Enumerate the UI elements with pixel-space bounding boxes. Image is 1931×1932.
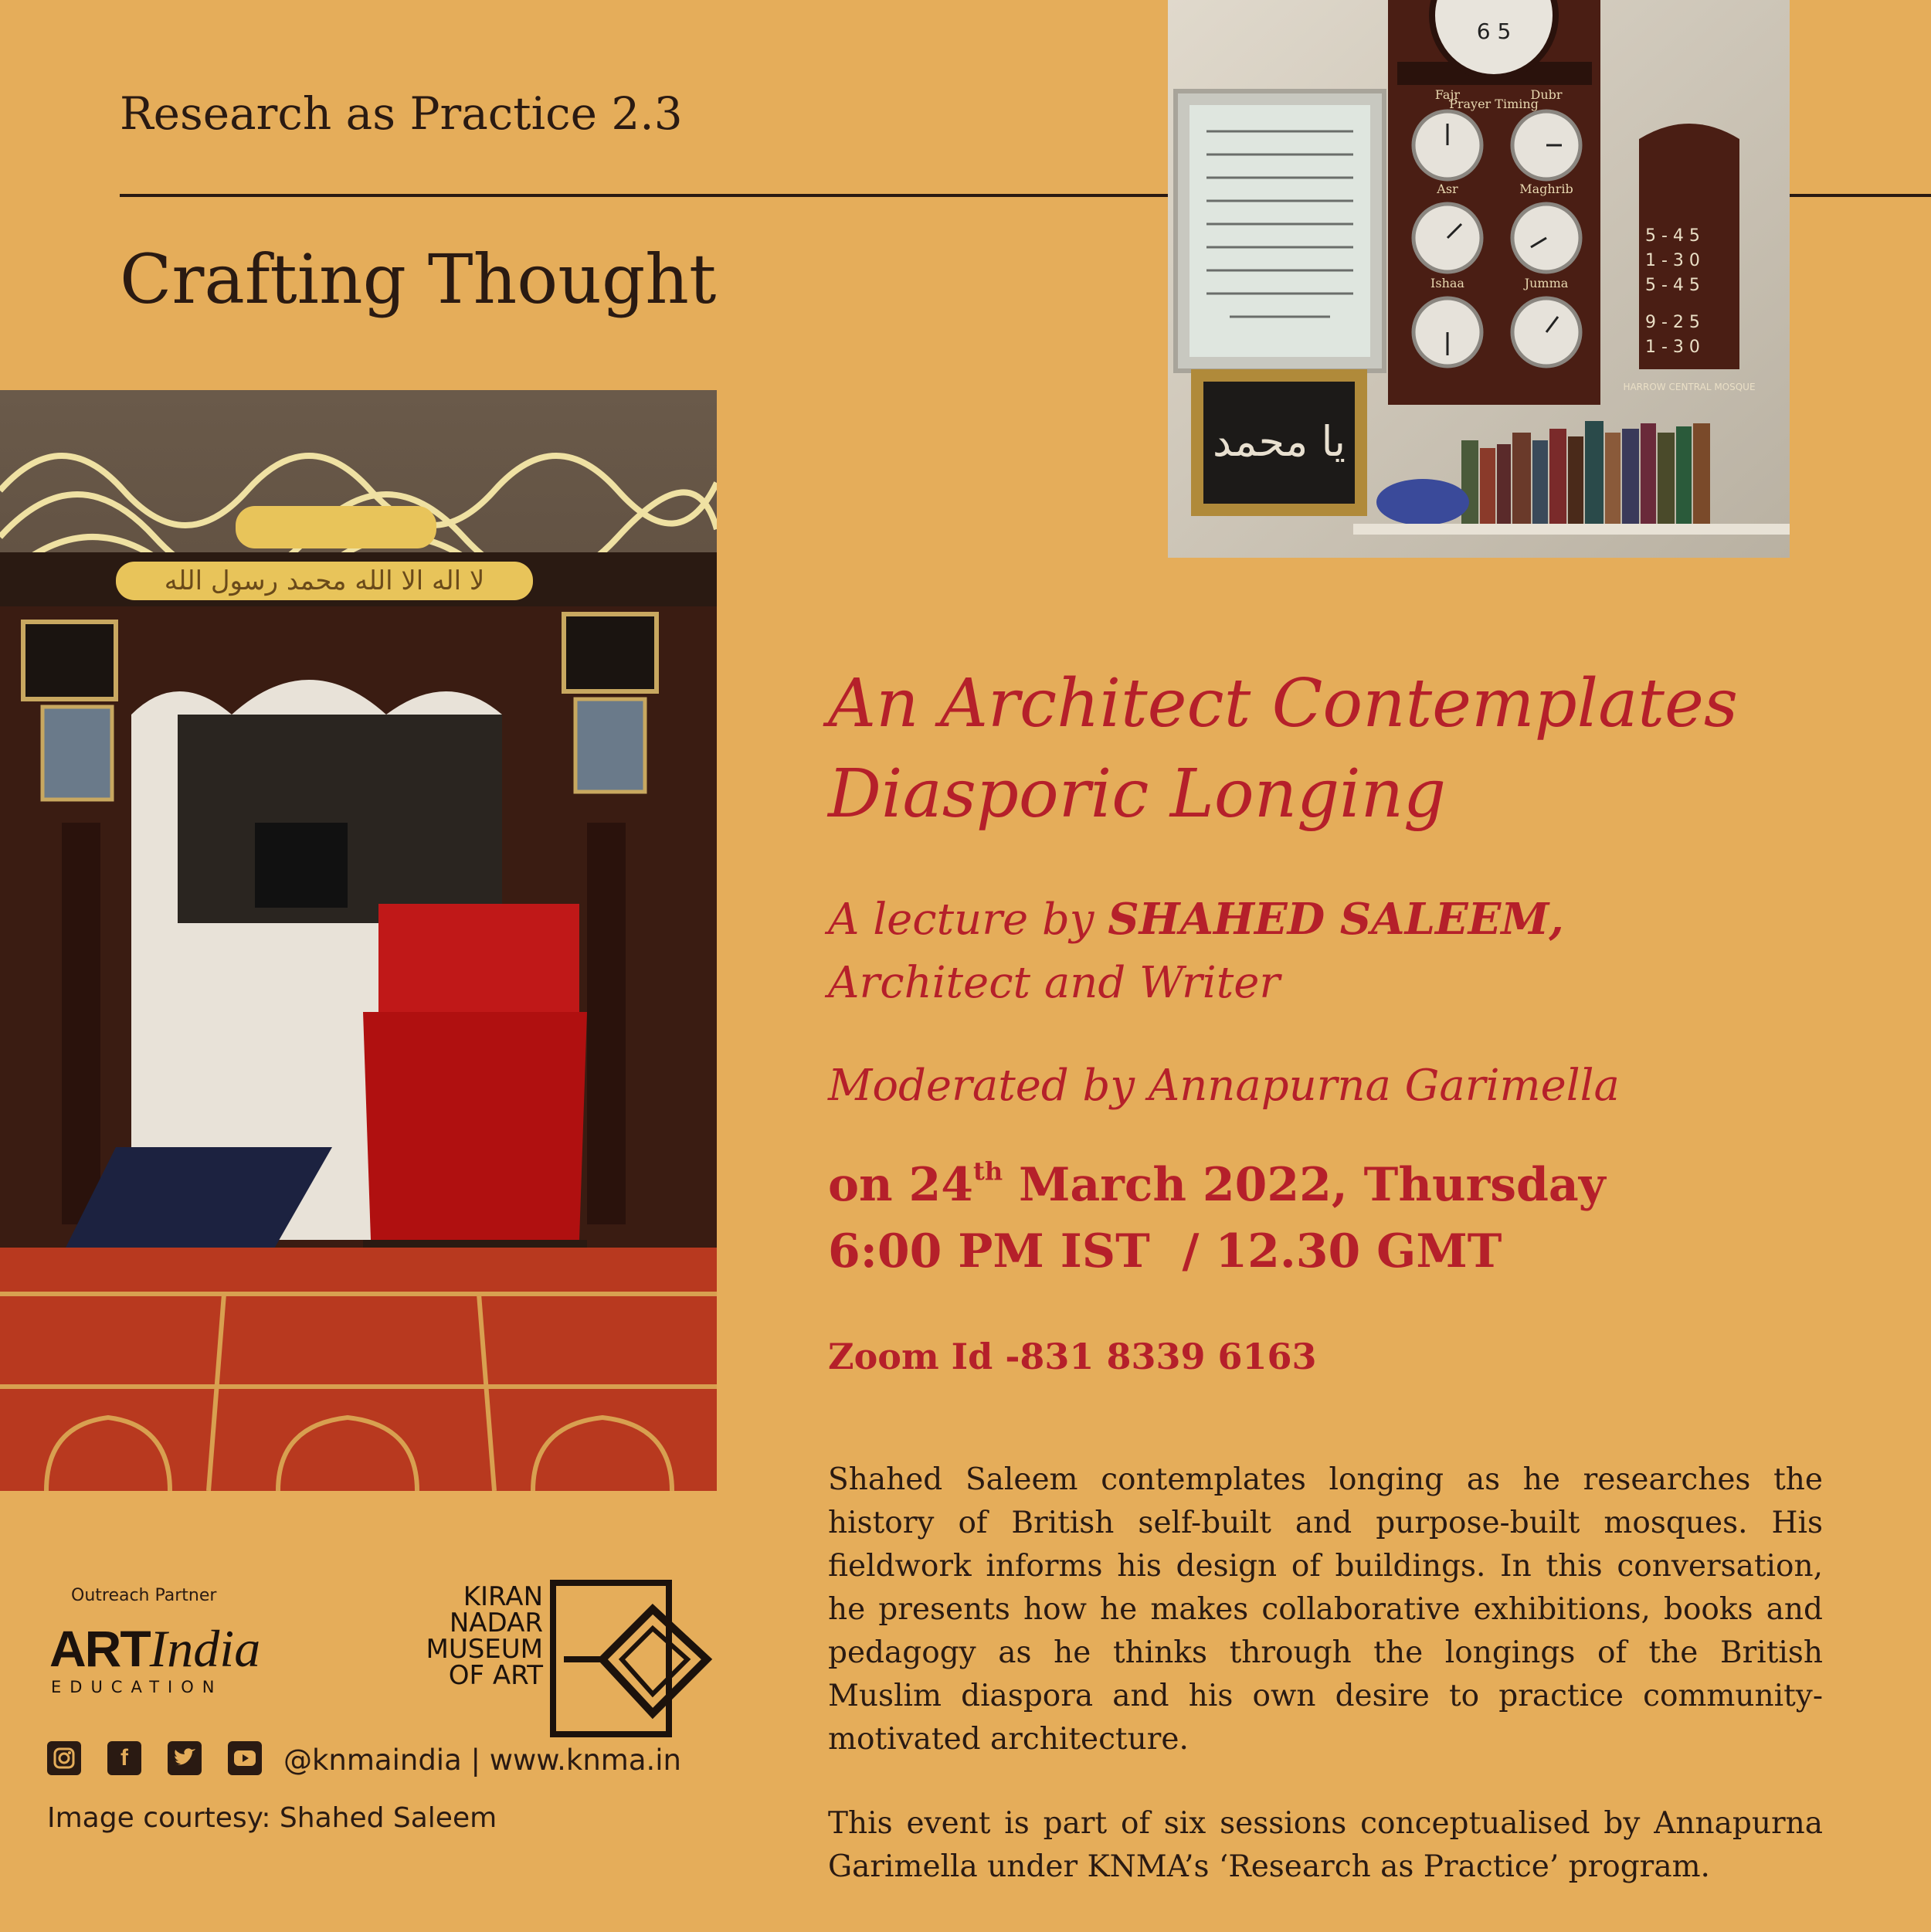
- instagram-icon[interactable]: [47, 1741, 81, 1775]
- youtube-icon[interactable]: [228, 1741, 262, 1775]
- clock-label-dubr: Dubr: [1530, 87, 1563, 102]
- svg-text:6 5: 6 5: [1476, 19, 1512, 44]
- knma-line: NADAR: [449, 1608, 543, 1638]
- board-time-3: 5 - 4 5: [1645, 276, 1700, 295]
- artindia-logo-india: India: [149, 1619, 261, 1678]
- zoom-id: Zoom Id -831 8339 6163: [828, 1336, 1317, 1377]
- page-subtitle: Crafting Thought: [120, 239, 717, 319]
- knma-line: OF ART: [448, 1660, 543, 1691]
- moderator: Moderated by Annapurna Garimella: [828, 1061, 1620, 1111]
- knma-line: KIRAN: [463, 1581, 543, 1612]
- event-description: [828, 1458, 1823, 1889]
- speaker-name: SHAHED SALEEM,: [1108, 894, 1564, 945]
- board-time-1: 5 - 4 5: [1645, 226, 1700, 246]
- clock-label-ishaa: Ishaa: [1430, 276, 1464, 290]
- lecture-by: [828, 894, 1564, 945]
- photo-mosque-mihrab: [0, 390, 717, 1491]
- svg-text:لا اله الا الله محمد رسول الله: لا اله الا الله محمد رسول الله: [164, 565, 485, 596]
- artindia-logo-art: ART: [49, 1620, 150, 1677]
- artindia-education: EDUCATION: [51, 1678, 223, 1696]
- twitter-icon[interactable]: [168, 1741, 202, 1775]
- header-divider-right: [1790, 194, 1931, 197]
- social-handle-and-website[interactable]: @knmaindia | www.knma.in: [283, 1744, 681, 1777]
- date-ordinal: th: [973, 1156, 1003, 1186]
- event-time: 6:00 PM IST / 12.30 GMT: [828, 1224, 1502, 1278]
- image-courtesy: Image courtesy: Shahed Saleem: [47, 1802, 497, 1834]
- description-paragraph: This event is part of six sessions conceptualised by Annapurna Garimella under KNMA’s ‘Research as Practice’ program.: [828, 1806, 1823, 1884]
- event-title-line1: An Architect Contemplates: [828, 665, 1739, 742]
- header-divider: [120, 194, 1170, 197]
- mosque-sign: HARROW CENTRAL MOSQUE: [1623, 382, 1756, 392]
- clock-label-asr: Asr: [1437, 182, 1458, 196]
- clock-label-prayer-timing: Prayer Timing: [1449, 97, 1539, 111]
- knma-line: MUSEUM: [426, 1634, 543, 1665]
- svg-text:يا محمد: يا محمد: [1213, 417, 1346, 466]
- event-title-line2: Diasporic Longing: [828, 755, 1447, 833]
- date-prefix: on 24: [828, 1158, 974, 1212]
- board-time-4: 9 - 2 5: [1645, 313, 1700, 332]
- facebook-icon[interactable]: f: [107, 1741, 141, 1775]
- board-time-2: 1 - 3 0: [1645, 251, 1700, 270]
- description-paragraph: Shahed Saleem contemplates longing as he researches the history of British self-built and purpose-built mosques. His fieldwork informs his design of buildings. In this conversation, he presents how he makes collaborative exhibitions, books and pedagogy as he thinks through the longings of the British Muslim diaspora and his own desire to practice community-motivated architecture.: [828, 1462, 1823, 1757]
- artindia-logo: [49, 1618, 260, 1679]
- lecture-prefix: A lecture by: [828, 895, 1108, 945]
- clock-label-fajr: Fajr: [1434, 87, 1461, 102]
- knma-logo-mark: [548, 1578, 718, 1744]
- event-date: [828, 1156, 1606, 1212]
- photo-prayer-clocks: [1168, 0, 1790, 558]
- speaker-role: Architect and Writer: [828, 958, 1281, 1008]
- outreach-partner-label: Outreach Partner: [71, 1586, 217, 1605]
- clock-label-jumma: Jumma: [1524, 276, 1569, 290]
- date-rest: March 2022, Thursday: [1003, 1158, 1606, 1212]
- board-time-5: 1 - 3 0: [1645, 338, 1700, 357]
- clock-label-maghrib: Maghrib: [1519, 182, 1573, 196]
- series-title: Research as Practice 2.3: [120, 87, 683, 140]
- knma-logo-text: [371, 1581, 543, 1691]
